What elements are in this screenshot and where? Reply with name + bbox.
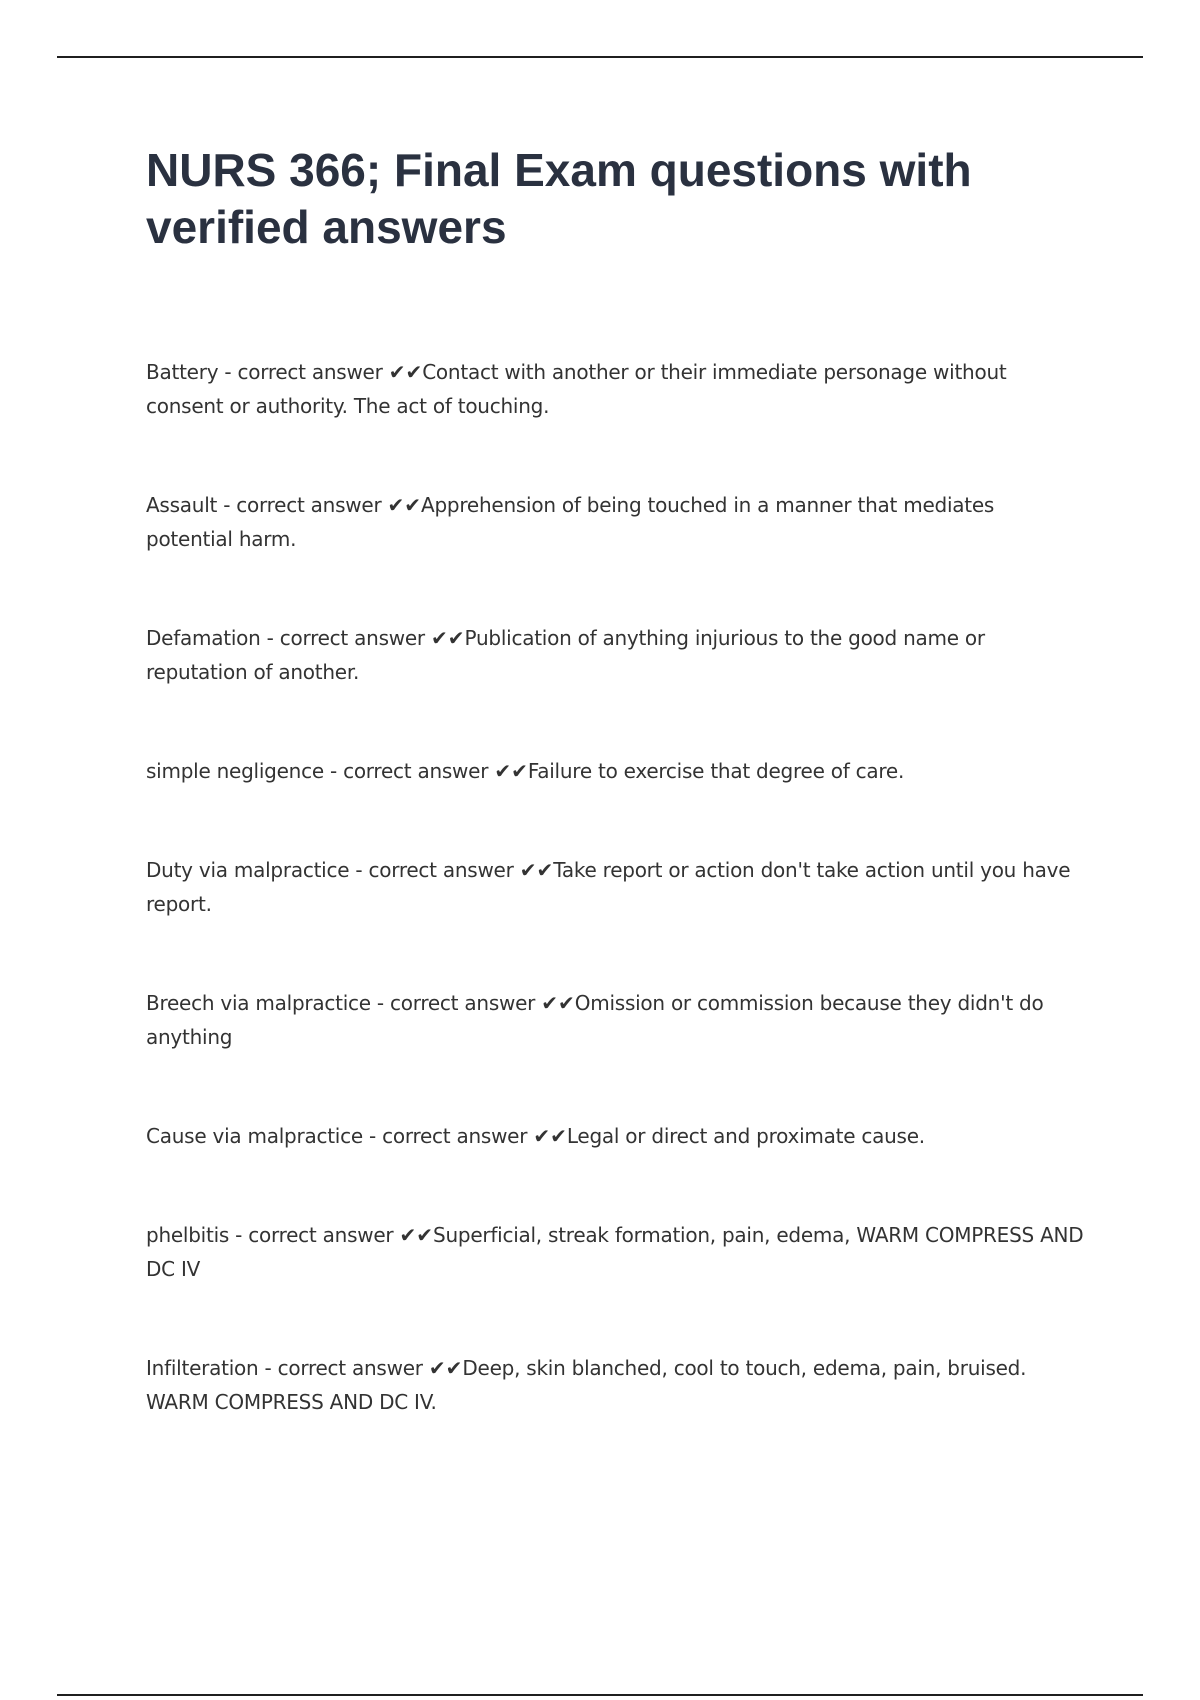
qa-answer: Failure to exercise that degree of care. <box>527 759 905 783</box>
qa-item-infilteration <box>146 1351 1086 1419</box>
qa-term: simple negligence <box>146 759 324 783</box>
qa-item-breech-via-malpractice <box>146 986 1086 1054</box>
qa-item-duty-via-malpractice <box>146 853 1086 921</box>
double-check-icon: ✔✔ <box>533 1124 567 1148</box>
qa-list <box>146 355 1086 1419</box>
qa-answer: Omission or commission because they didn't do anything <box>146 991 1044 1049</box>
qa-term: Infilteration <box>146 1356 259 1380</box>
qa-item-assault <box>146 488 1086 556</box>
qa-item-phelbitis <box>146 1218 1086 1286</box>
qa-term: Duty via malpractice <box>146 858 350 882</box>
qa-answer: Superficial, streak formation, pain, edema, WARM COMPRESS AND DC IV <box>146 1223 1084 1281</box>
qa-answer: Contact with another or their immediate personage without consent or authority. The act of touching. <box>146 360 1007 418</box>
qa-separator: - correct answer <box>229 1223 400 1247</box>
qa-term: Cause via malpractice <box>146 1124 363 1148</box>
qa-item-cause-via-malpractice <box>146 1119 1086 1153</box>
qa-separator: - correct answer <box>362 1124 534 1148</box>
double-check-icon: ✔✔ <box>519 858 554 882</box>
qa-item-simple-negligence <box>146 754 1086 788</box>
qa-term: Breech via malpractice <box>146 991 371 1015</box>
footer-rule <box>57 1694 1143 1696</box>
double-check-icon: ✔✔ <box>494 759 528 783</box>
qa-term: Battery <box>146 360 219 384</box>
double-check-icon: ✔✔ <box>428 1356 463 1380</box>
qa-answer: Apprehension of being touched in a manner that mediates potential harm. <box>146 493 995 551</box>
qa-separator: - correct answer <box>323 759 495 783</box>
double-check-icon: ✔✔ <box>387 493 422 517</box>
qa-answer: Publication of anything injurious to the good name or reputation of another. <box>146 626 985 684</box>
qa-item-battery <box>146 355 1086 423</box>
qa-answer: Take report or action don't take action until you have report. <box>146 858 1071 916</box>
qa-term: Defamation <box>146 626 261 650</box>
qa-term: Assault <box>146 493 218 517</box>
qa-separator: - correct answer <box>217 493 388 517</box>
qa-item-defamation <box>146 621 1086 689</box>
qa-answer: Deep, skin blanched, cool to touch, edema, pain, bruised. WARM COMPRESS AND DC IV. <box>146 1356 1027 1414</box>
qa-separator: - correct answer <box>258 1356 429 1380</box>
qa-answer: Legal or direct and proximate cause. <box>566 1124 925 1148</box>
qa-separator: - correct answer <box>349 858 520 882</box>
double-check-icon: ✔✔ <box>430 626 465 650</box>
qa-term: phelbitis <box>146 1223 230 1247</box>
qa-separator: - correct answer <box>370 991 542 1015</box>
page-title: NURS 366; Final Exam questions with verified answers <box>146 144 972 253</box>
qa-separator: - correct answer <box>218 360 389 384</box>
qa-separator: - correct answer <box>260 626 431 650</box>
double-check-icon: ✔✔ <box>541 991 575 1015</box>
double-check-icon: ✔✔ <box>388 360 423 384</box>
header-rule <box>57 56 1143 58</box>
double-check-icon: ✔✔ <box>399 1223 433 1247</box>
